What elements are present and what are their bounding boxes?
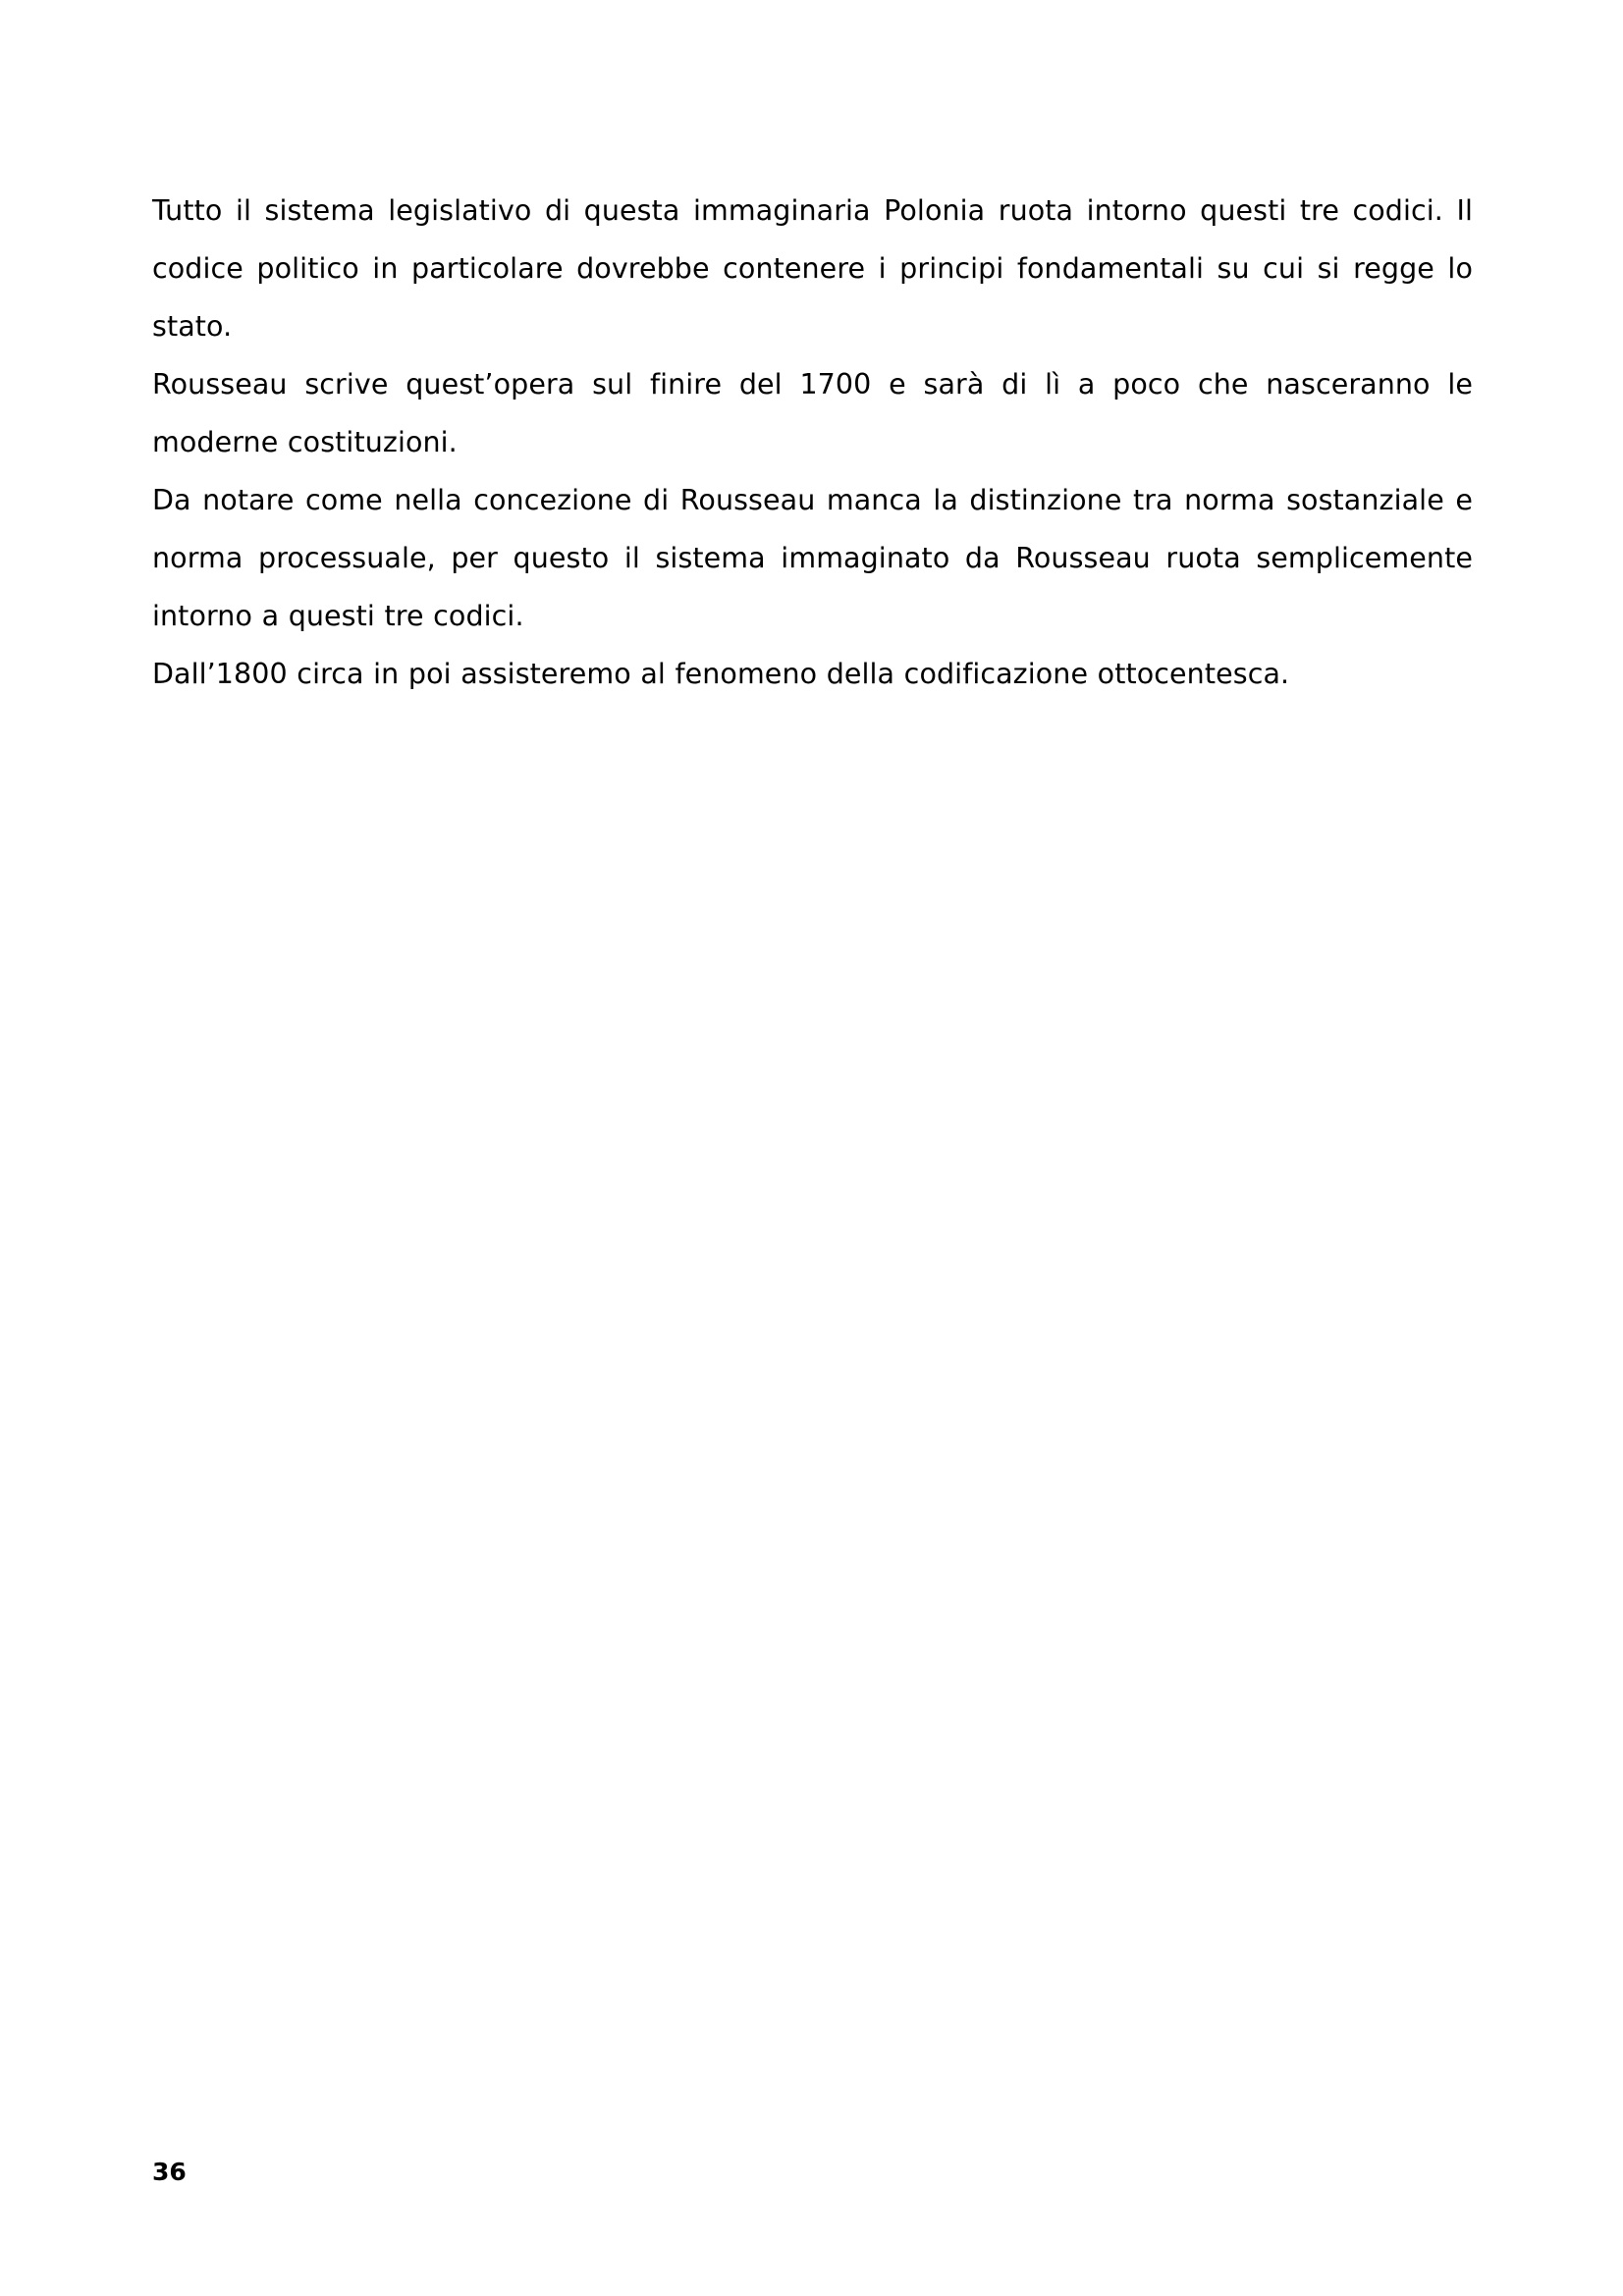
paragraph-3: Da notare come nella concezione di Rousseau manca la distinzione tra norma sostanziale e norma processuale, per questo il sistema immaginato da Rousseau ruota semplicemente intorno a questi tre codici. — [152, 484, 1473, 632]
paragraph-4: Dall’1800 circa in poi assisteremo al fenomeno della codificazione ottocentesca. — [152, 658, 1290, 690]
paragraph-2: Rousseau scrive quest’opera sul finire del 1700 e sarà di lì a poco che nasceranno le moderne costituzioni. — [152, 368, 1473, 458]
page-body — [152, 182, 1473, 703]
paragraph-1: Tutto il sistema legislativo di questa immaginaria Polonia ruota intorno questi tre codici. Il codice politico in particolare dovrebbe contenere i principi fondamentali su cui si regge lo stato. — [152, 194, 1473, 343]
page-number: 36 — [152, 2158, 187, 2186]
